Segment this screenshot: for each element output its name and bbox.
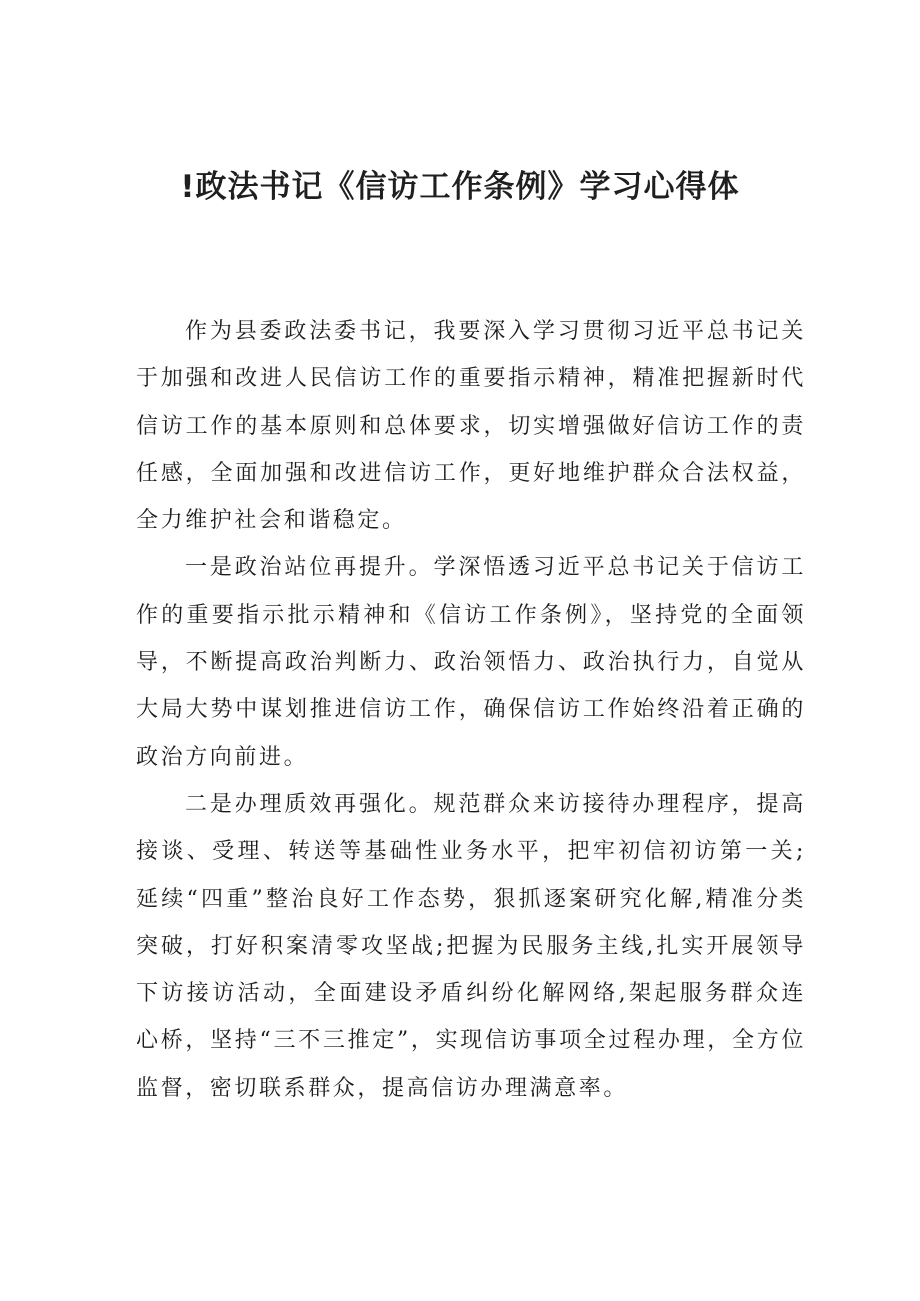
paragraph-handling-quality: 二是办理质效再强化。规范群众来访接待办理程序，提高接谈、受理、转送等基础性业务水平，把牢初信初访第一关;延续“四重”整治良好工作态势，狠抓逐案研究化解,精准分类突破，打好积案清零攻坚战;把握为民服务主线,扎实开展领导下访接访活动，全面建设矛盾纠纷化解网络,架起服务群众连心桥，坚持“三不三推定”，实现信访事项全过程办理，全方位监督，密切联系群众，提高信访办理满意率。 <box>136 791 806 1101</box>
paragraph-political-stance: 一是政治站位再提升。学深悟透习近平总书记关于信访工作的重要指示批示精神和《信访工作条例》，坚持党的全面领导，不断提高政治判断力、政治领悟力、政治执行力，自觉从大局大势中谋划推进信访工作，确保信访工作始终沿着正确的政治方向前进。 <box>136 555 806 770</box>
document-body <box>136 308 806 1112</box>
document-title: !政法书记《信访工作条例》学习心得体 <box>180 169 740 205</box>
paragraph-intro: 作为县委政法委书记，我要深入学习贯彻习近平总书记关于加强和改进人民信访工作的重要指示精神，精准把握新时代信访工作的基本原则和总体要求，切实增强做好信访工作的责任感，全面加强和改进信访工作，更好地维护群众合法权益，全力维护社会和谐稳定。 <box>136 319 806 534</box>
